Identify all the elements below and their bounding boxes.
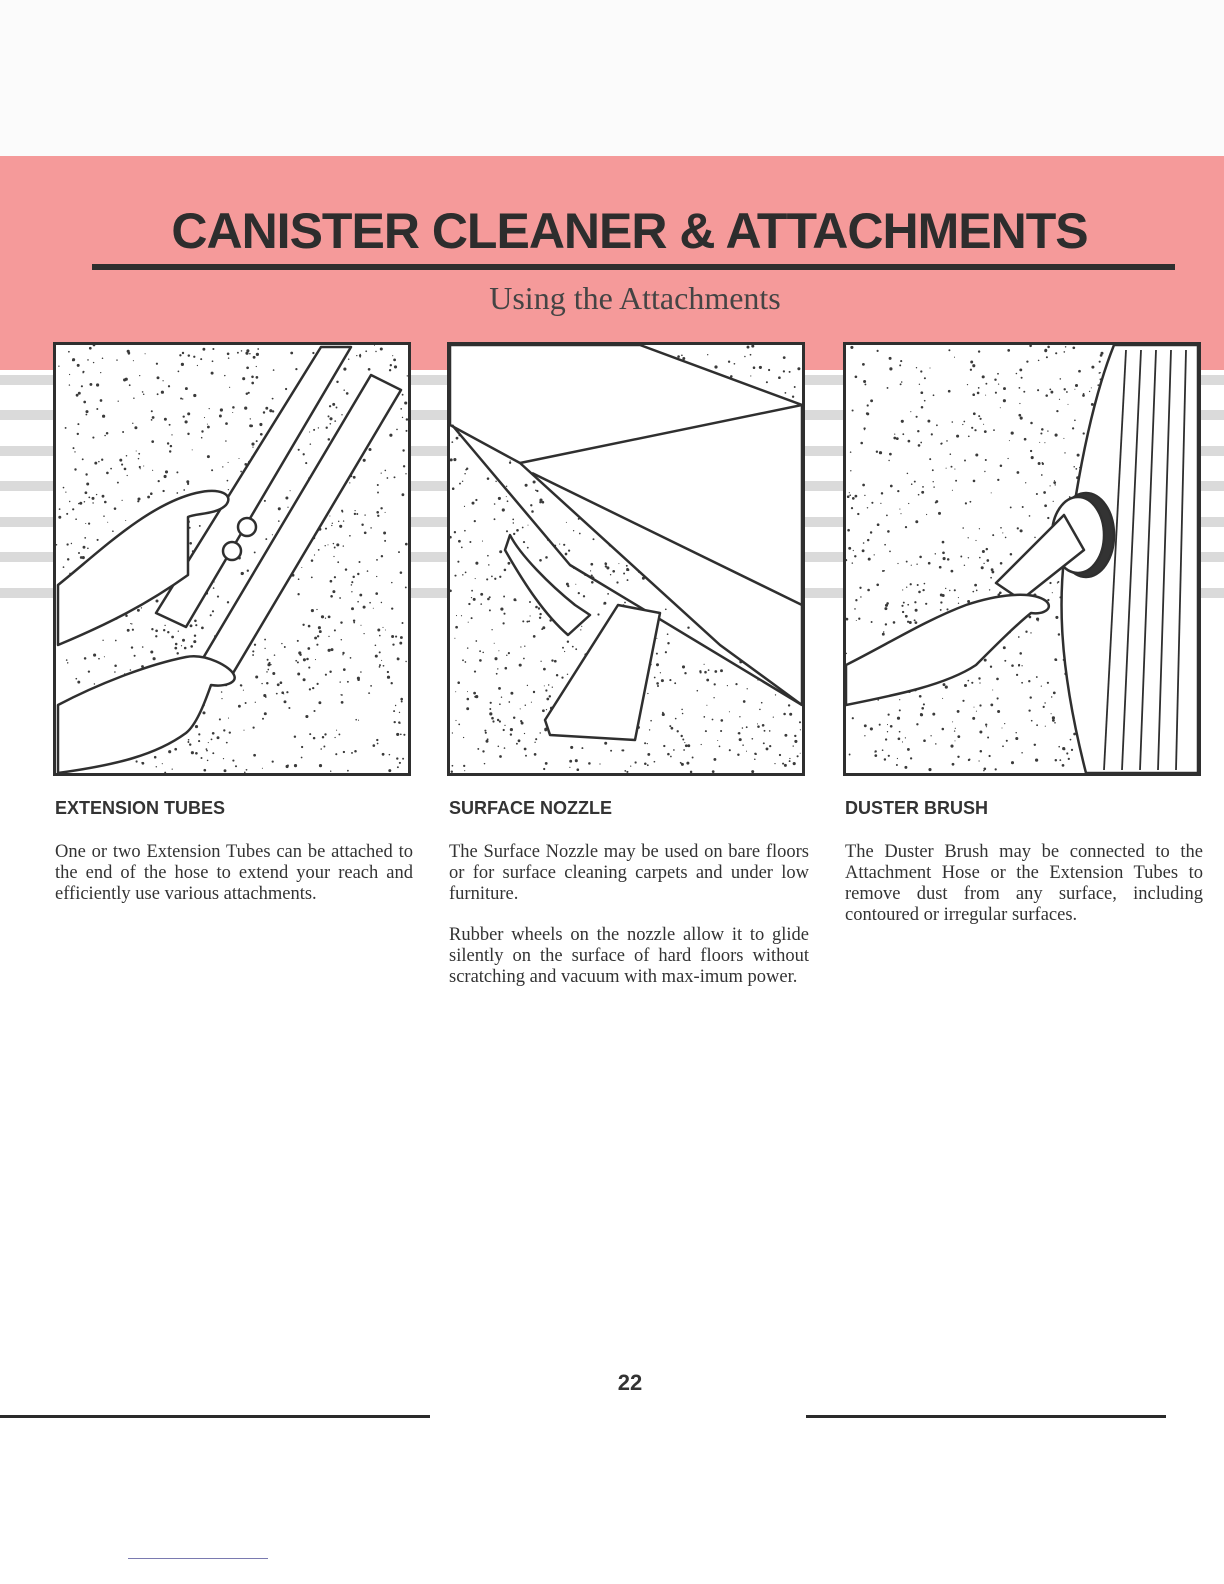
header-banner <box>0 156 1224 370</box>
section-body-surface-nozzle <box>449 842 809 1008</box>
section-heading-surface-nozzle: SURFACE NOZZLE <box>449 798 613 818</box>
footer-rule-left <box>0 1415 430 1418</box>
section-heading-extension-tubes: EXTENSION TUBES <box>55 798 226 818</box>
page-number: 22 <box>617 1370 643 1395</box>
paragraph: One or two Extension Tubes can be attached to the end of the hose to extend your reach and efficiently use various attachments. <box>55 842 413 904</box>
title-underline <box>92 264 1175 270</box>
section-body-duster-brush <box>845 842 1203 946</box>
extension-tubes-illustration <box>53 342 411 776</box>
paragraph: Rubber wheels on the nozzle allow it to glide silently on the surface of hard floors without scratching and vacuum with max-imum power. <box>449 925 809 987</box>
footer-rule-right <box>806 1415 1166 1418</box>
surface-nozzle-illustration <box>447 342 805 776</box>
duster-brush-illustration <box>843 342 1201 776</box>
top-margin <box>0 0 1224 156</box>
page-title: CANISTER CLEANER & ATTACHMENTS <box>171 203 1088 259</box>
section-body-extension-tubes <box>55 842 413 925</box>
paragraph: The Surface Nozzle may be used on bare floors or for surface cleaning carpets and under low furniture. <box>449 842 809 904</box>
paragraph: The Duster Brush may be connected to the Attachment Hose or the Extension Tubes to remove dust from any surface, including contoured or irregular surfaces. <box>845 842 1203 925</box>
scan-artifact-line <box>128 1558 268 1559</box>
page-subtitle: Using the Attachments <box>489 280 781 316</box>
section-heading-duster-brush: DUSTER BRUSH <box>845 798 989 818</box>
